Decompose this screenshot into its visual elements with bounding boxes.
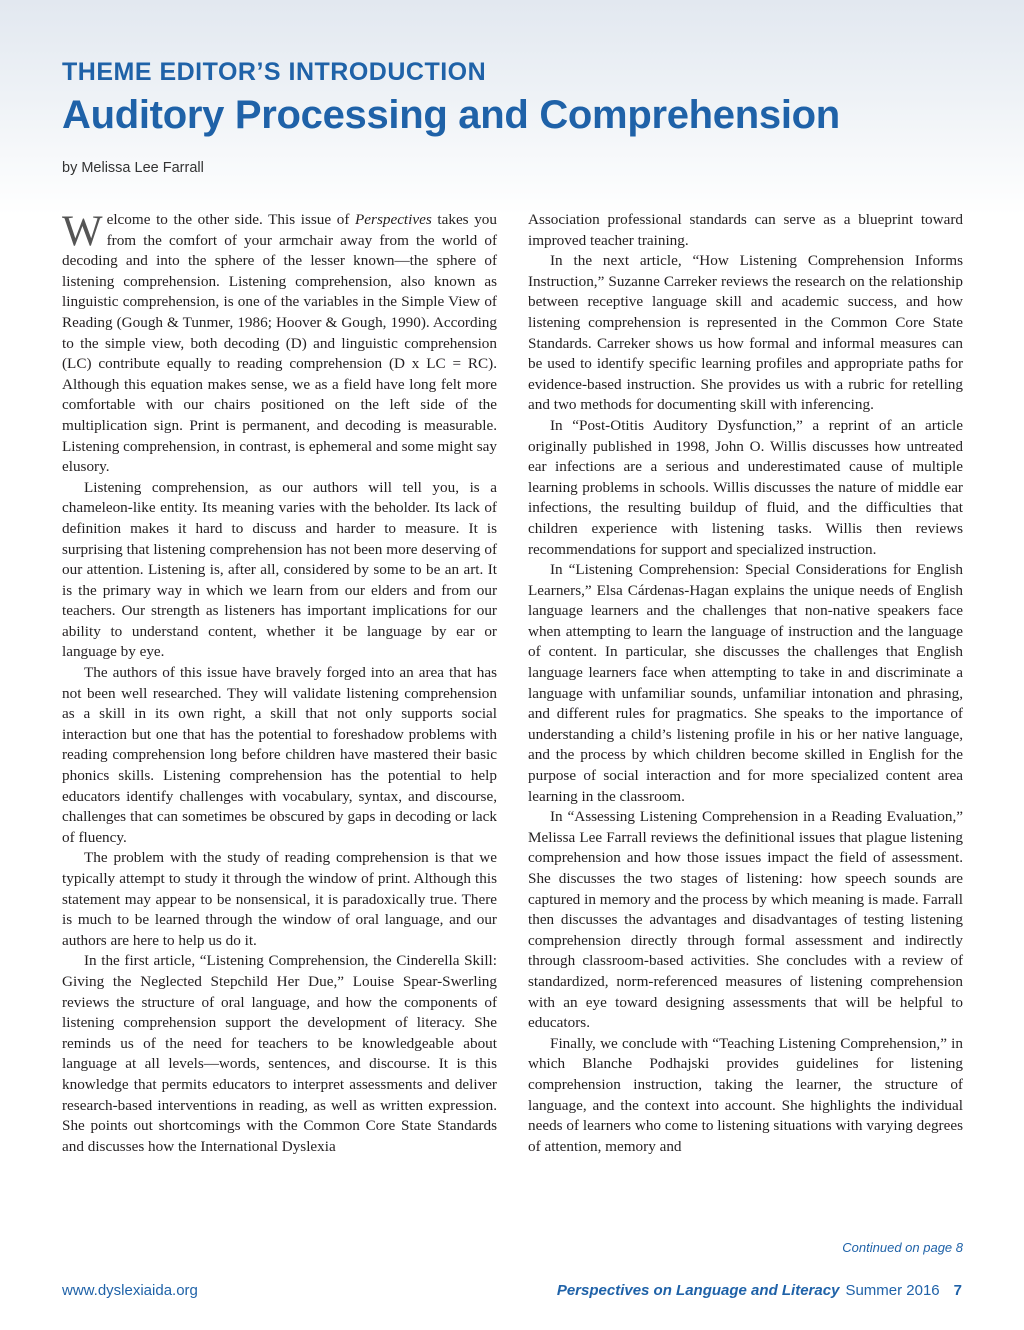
paragraph-3: The authors of this issue have bravely forged into an area that has not been well researched. They will validate listening comprehension as a skill in its own right, a skill that not only supports social interaction but one that has the potential to foreshadow problems with reading comprehension long before children have mastered their basic phonics skills. Listening comprehension has the potential to help educators identify challenges with vocabulary, syntax, and discourse, challenges that can sometimes be obscured by gaps in decoding or lack of fluency. xyxy=(62,664,497,846)
paragraph-1-text-b: takes you from the comfort of your armchair away from the world of decoding and into the sphere of the lesser known—the sphere of listening comprehension. Listening comprehension, also known as linguistic comprehension, is one of the variables in the Simple View of Reading (Gough & Tunmer, 1986; Hoover & Gough, 1990). According to the simple view, both decoding (D) and linguistic comprehension (LC) contribute equally to reading comprehension (D x LC = RC). Although this equation makes sense, we as a field have long felt more comfortable with our chairs positioned on the left side of the multiplication sign. Print is permanent, and decoding is measurable. Listening comprehension, in contrast, is ephemeral and some might say elusory. xyxy=(62,211,497,476)
paragraph-4: The problem with the study of reading comprehension is that we typically attempt to study it through the window of print. Although this statement may appear to be nonsensical, it is paradoxically true. There is much to be learned through the window of oral language, and our authors are here to help us do it. xyxy=(62,849,497,949)
paragraph-10: In “Assessing Listening Comprehension in a Reading Evaluation,” Melissa Lee Farrall reviews the definitional issues that plague listening comprehension and how those issues impact the field of assessment. She discusses the two stages of listening: how speech sounds are captured in memory and the process by which meaning is made. Farrall then discusses the advantages and disadvantages of testing listening comprehension directly through formal assessment and indirectly through classroom-based activities. She concludes with a review of standardized, norm-referenced measures of listening comprehension with an eye toward designing assessments that will be helpful to educators. xyxy=(528,808,963,1032)
paragraph-1-text-a: elcome to the other side. This issue of xyxy=(106,211,356,228)
footer-issue-season: Summer 2016 xyxy=(845,1282,940,1299)
paragraph-8: In “Post-Otitis Auditory Dysfunction,” a reprint of an article originally published in 1998, John O. Willis discusses how untreated ear infections are a serious and underestimated cause of multiple learning problems in schools. Willis discusses the nature of middle ear infections, the resulting buildup of fluid, and the difficulties that children experience with listening tasks. Willis then reviews recommendations for support and specialized instruction. xyxy=(528,416,963,558)
paragraph-6: Association professional standards can serve as a blueprint toward improved teacher training. xyxy=(528,211,963,249)
left-column xyxy=(62,210,497,1157)
section-kicker: THEME EDITOR’S INTRODUCTION xyxy=(62,58,487,86)
paragraph-1 xyxy=(62,210,497,478)
footer-journal-name: Perspectives on Language and Literacy xyxy=(556,1282,840,1299)
journal-name-italic: Perspectives xyxy=(355,211,432,228)
paragraph-5: In the first article, “Listening Comprehension, the Cinderella Skill: Giving the Neglected Stepchild Her Due,” Louise Spear-Swerling reviews the structure of oral language, and how the components of listening comprehension support the development of literacy. She reminds us of the need for teachers to be knowledgeable about language at all levels—words, sentences, and discourse. It is this knowledge that permits educators to interpret assessments and deliver research-based interventions in reading, as well as written expression. She points out shortcomings with the Common Core State Standards and discusses how the International Dyslexia xyxy=(62,952,497,1155)
paragraph-7: In the next article, “How Listening Comprehension Informs Instruction,” Suzanne Carreker reviews the research on the relationship between receptive language skill and academic success, and how listening comprehension is represented in the Common Core State Standards. Carreker shows us how formal and informal measures can be used to identify specific learning profiles and appropriate paths for evidence-based instruction. She provides us with a rubric for retelling and two methods for documenting skill with inferencing. xyxy=(528,252,963,414)
footer-journal-info xyxy=(557,1282,962,1299)
drop-cap: W xyxy=(62,208,103,255)
footer-page-number: 7 xyxy=(953,1282,962,1299)
paragraph-11: Finally, we conclude with “Teaching Listening Comprehension,” in which Blanche Podhajski provides guidelines for listening comprehension instruction, taking the learner, the structure of language, and the context into account. She highlights the individual needs of learners who come to listening situations with varying degrees of attention, memory and xyxy=(528,1034,963,1155)
article-title: Auditory Processing and Comprehension xyxy=(62,93,840,137)
byline: by Melissa Lee Farrall xyxy=(62,160,204,176)
footer-website-link[interactable]: www.dyslexiaida.org xyxy=(62,1282,198,1299)
paragraph-2: Listening comprehension, as our authors will tell you, is a chameleon-like entity. Its meaning varies with the beholder. Its lack of definition makes it hard to discuss and harder to measure. It is surprising that listening comprehension has not been more deserving of our attention. Listening is, after all, considered by some to be an art. It is the primary way in which we learn from our elders and from our teachers. Our strength as listeners has important implications for our ability to understand content, whether it be language by ear or language by eye. xyxy=(62,478,497,661)
right-column xyxy=(528,210,963,1157)
continued-link[interactable]: Continued on page 8 xyxy=(842,1240,963,1255)
paragraph-9: In “Listening Comprehension: Special Considerations for English Learners,” Elsa Cárdenas-Hagan explains the unique needs of English language learners and the challenges that non-native speakers face when attempting to learn the language of instruction and the language of content. In particular, she discusses the challenges that English language learners face when attempting to take in and discriminate a language with unfamiliar sounds, unfamiliar intonation and phrasing, and different rules for pragmatics. She speaks to the importance of understanding a child’s listening profile in his or her native language, and the process by which children become skilled in English for the purpose of social interaction and for more specialized content area learning in the classroom. xyxy=(528,561,963,805)
